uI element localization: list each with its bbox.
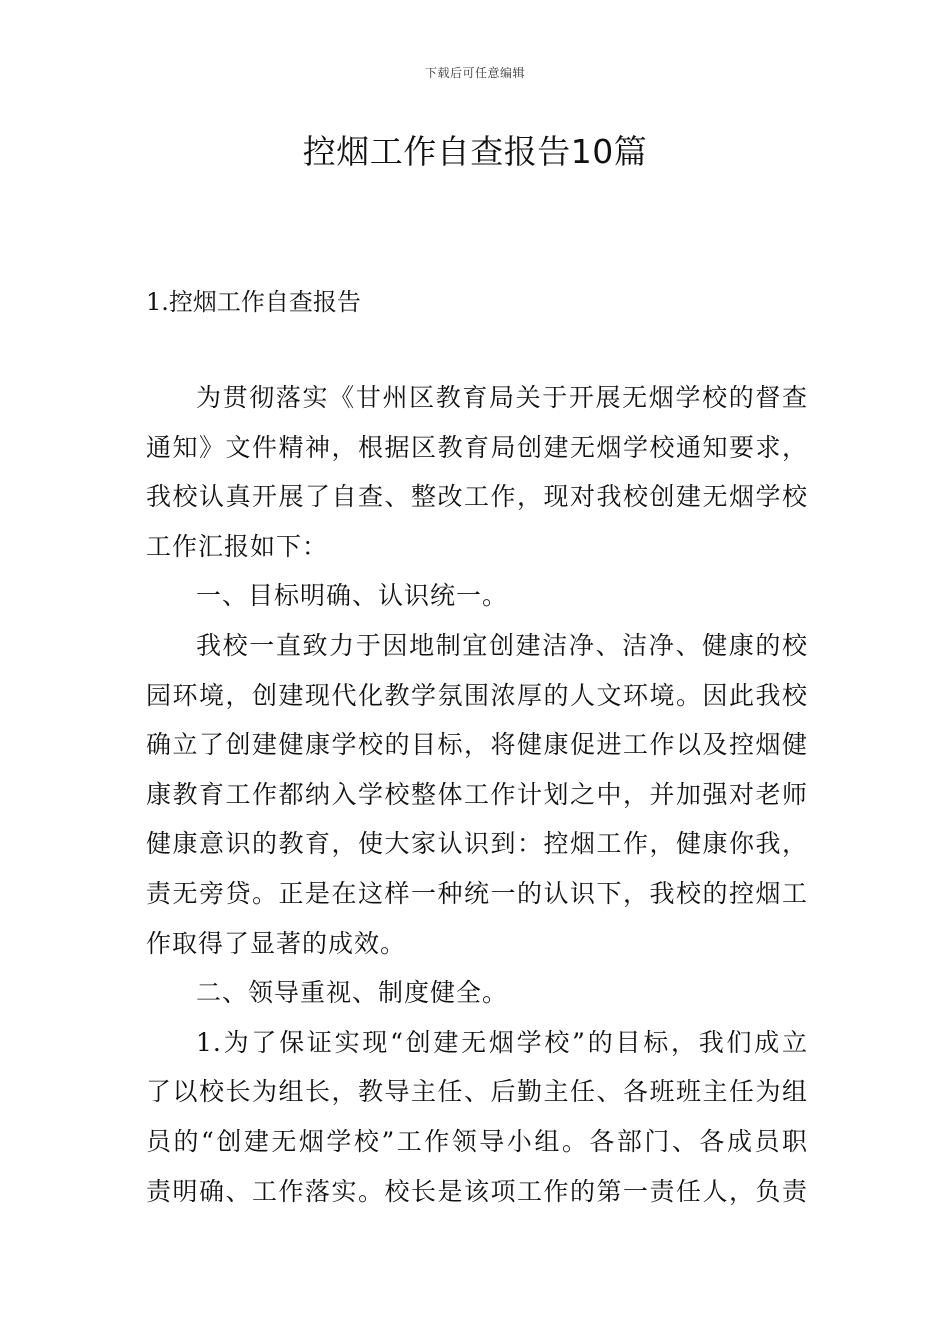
paragraph-line: 园环境，创建现代化教学氛围浓厚的人文环境。因此我校	[146, 680, 808, 710]
paragraph-line: 作取得了显著的成效。	[146, 928, 407, 958]
paragraph-line: 员的“创建无烟学校”工作领导小组。各部门、各成员职	[146, 1126, 808, 1156]
paragraph-line: 康教育工作都纳入学校整体工作计划之中，并加强对老师	[146, 779, 808, 809]
paragraph-line: 责明确、工作落实。校长是该项工作的第一责任人，负责	[146, 1176, 808, 1206]
paragraph-line: 健康意识的教育，使大家认识到：控烟工作，健康你我，	[146, 829, 808, 859]
paragraph-line: 1.为了保证实现“创建无烟学校”的目标，我们成立	[196, 1027, 808, 1057]
header-note: 下载后可任意编辑	[424, 66, 525, 80]
paragraph-line: 为贯彻落实《甘州区教育局关于开展无烟学校的督查	[196, 383, 808, 412]
paragraph-line: 了以校长为组长，教导主任、后勤主任、各班班主任为组	[146, 1077, 808, 1107]
subsection-heading: 二、领导重视、制度健全。	[196, 978, 509, 1008]
paragraph-line: 责无旁贷。正是在这样一种统一的认识下，我校的控烟工	[146, 878, 808, 908]
subsection-heading: 一、目标明确、认识统一。	[196, 581, 509, 611]
paragraph-line: 我校一直致力于因地制宜创建洁净、洁净、健康的校	[196, 630, 808, 660]
paragraph-line: 通知》文件精神，根据区教育局创建无烟学校通知要求，	[146, 432, 808, 462]
body-text	[146, 373, 808, 1216]
section-heading: 1.控烟工作自查报告	[146, 288, 361, 316]
paragraph-line: 工作汇报如下：	[146, 531, 329, 561]
paragraph-line: 我校认真开展了自查、整改工作，现对我校创建无烟学校	[146, 482, 808, 512]
paragraph-line: 确立了创建健康学校的目标，将健康促进工作以及控烟健	[146, 730, 808, 760]
document-title: 控烟工作自查报告10篇	[302, 132, 648, 171]
